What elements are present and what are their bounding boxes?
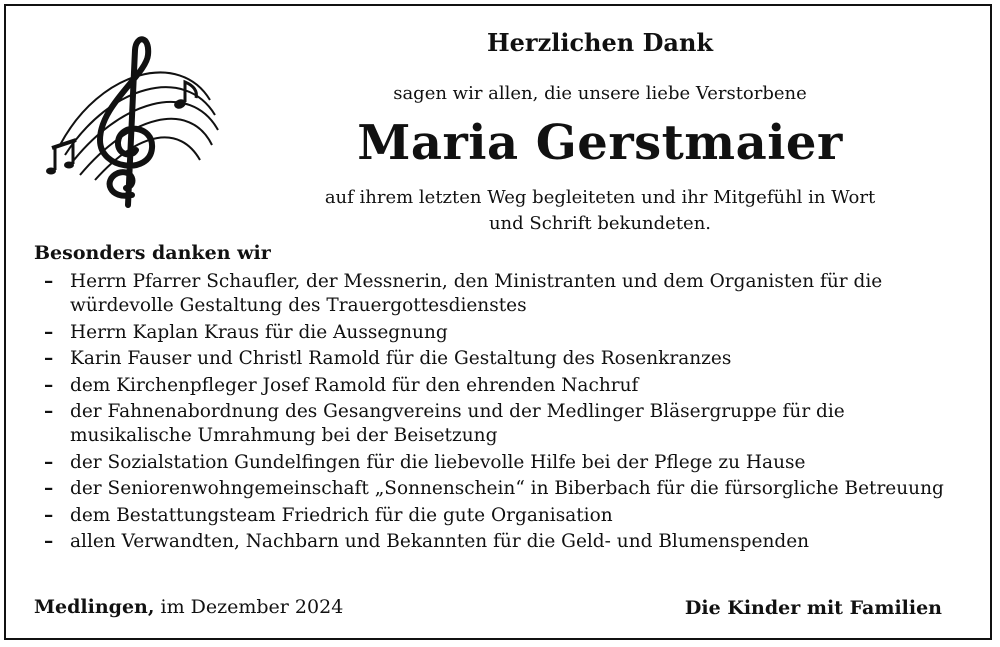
- list-item: – der Sozialstation Gundelfingen für die liebevolle Hilfe bei der Pflege zu Hause: [44, 451, 806, 473]
- dash-bullet: –: [44, 374, 54, 396]
- dash-bullet: –: [44, 401, 54, 422]
- list-item: – allen Verwandten, Nachbarn und Bekannten für die Geld- und Blumenspenden: [44, 531, 810, 552]
- footer-place: Medlingen,: [34, 596, 155, 618]
- list-item: – Karin Fauser und Christl Ramold für die Gestaltung des Rosenkranzes: [44, 348, 732, 369]
- list-item: – Herrn Pfarrer Schaufler, der Messnerin, den Ministranten und dem Organisten für die würdevolle Gestaltung des Trauergottesdienstes: [44, 271, 883, 316]
- footer-date: im Dezember 2024: [160, 596, 344, 618]
- deceased-name: Maria Gerstmaier: [357, 115, 843, 171]
- list-item: – dem Kirchenpfleger Josef Ramold für den ehrenden Nachruf: [44, 374, 639, 396]
- list-item: – der Seniorenwohngemeinschaft „Sonnenschein“ in Biberbach für die fürsorgliche Betreuung: [44, 478, 944, 499]
- list-item: – der Fahnenabordnung des Gesangvereins und der Medlinger Bläsergruppe für die musikalische Umrahmung bei der Beisetzung: [44, 401, 845, 446]
- dash-bullet: –: [44, 321, 54, 343]
- dash-bullet: –: [44, 451, 54, 473]
- dash-bullet: –: [44, 478, 54, 499]
- list-item: – Herrn Kaplan Kraus für die Aussegnung: [44, 321, 448, 343]
- dash-bullet: –: [44, 348, 54, 369]
- thanks-list: [34, 270, 964, 557]
- page-title: Herzlichen Dank: [486, 28, 714, 57]
- dash-bullet: –: [44, 271, 54, 292]
- special-thanks-heading: Besonders danken wir: [34, 242, 271, 264]
- dash-bullet: –: [44, 504, 54, 526]
- intro-text: sagen wir allen, die unsere liebe Verstorbene: [393, 83, 807, 104]
- dash-bullet: –: [44, 531, 54, 552]
- treble-clef-music-notes-icon: [40, 30, 225, 220]
- closing-line-2: und Schrift bekundeten.: [488, 213, 712, 234]
- closing-text: [270, 185, 930, 237]
- footer-place-date: [34, 596, 343, 618]
- closing-line-1: auf ihrem letzten Weg begleiteten und ihr Mitgefühl in Wort: [324, 187, 876, 208]
- list-item: – dem Bestattungsteam Friedrich für die gute Organisation: [44, 504, 613, 526]
- footer-signature: Die Kinder mit Familien: [684, 597, 942, 619]
